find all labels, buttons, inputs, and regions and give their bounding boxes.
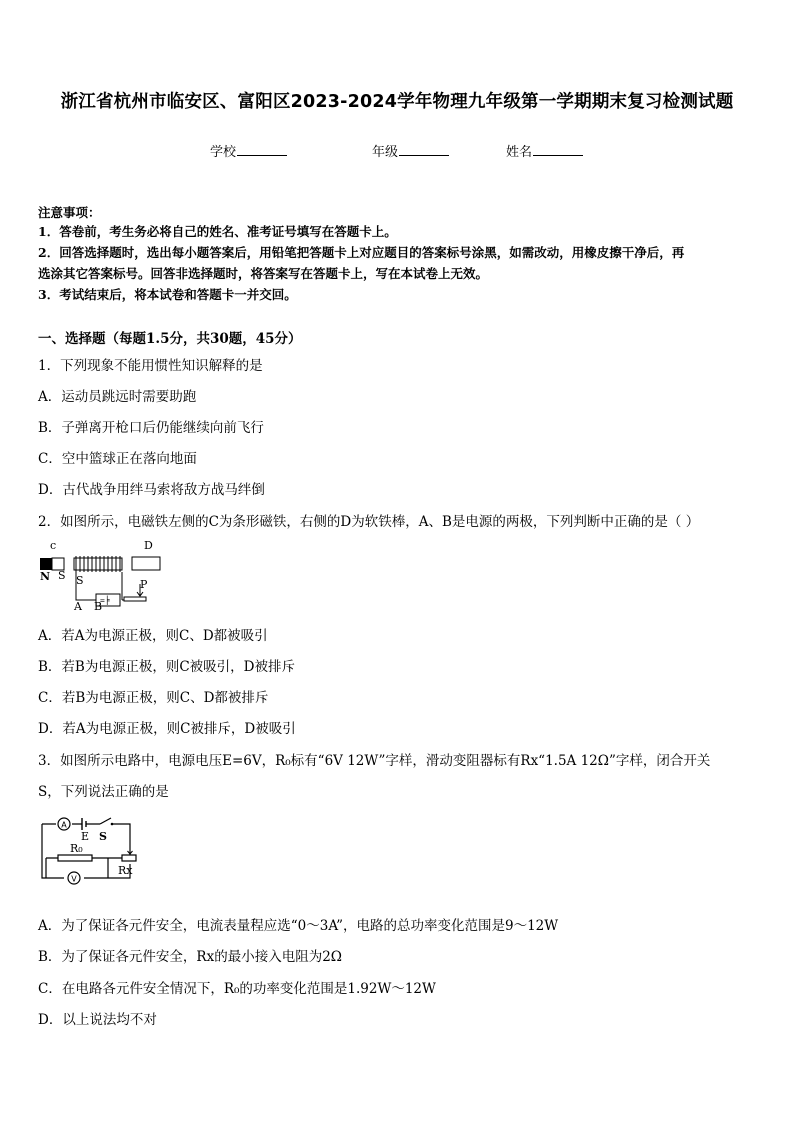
resistor-r0 bbox=[58, 855, 92, 861]
grade-label: 年级 bbox=[372, 145, 399, 160]
q2-option-d[interactable]: D．若A为电源正极，则C被排斥，D被吸引 bbox=[38, 721, 296, 737]
school-label: 学校 bbox=[210, 145, 237, 160]
rheostat-rx bbox=[122, 855, 136, 861]
label-e: E bbox=[81, 830, 90, 843]
electromagnet-figure bbox=[36, 538, 166, 612]
name-field bbox=[506, 141, 583, 160]
name-blank[interactable] bbox=[533, 143, 583, 156]
q3-stem-line1: 3．如图所示电路中，电源电压E=6V，R₀标有“6V 12W”字样，滑动变阻器标有Rx“1.5A 12Ω”字样，闭合开关 bbox=[38, 753, 711, 769]
rheostat bbox=[124, 597, 146, 601]
switch-contact bbox=[111, 823, 114, 826]
label-d: D bbox=[144, 539, 153, 552]
q3-option-a[interactable]: A．为了保证各元件安全，电流表量程应选“0～3A”，电路的总功率变化范围是9～12W bbox=[38, 918, 559, 934]
label-n: N bbox=[40, 570, 51, 583]
q1-option-d[interactable]: D．古代战争用绊马索将敌方战马绊倒 bbox=[38, 482, 265, 498]
voltmeter-label: V bbox=[71, 874, 77, 884]
school-field bbox=[210, 141, 287, 160]
battery-icon bbox=[82, 818, 86, 830]
q3-stem-line2: S，下列说法正确的是 bbox=[38, 784, 169, 800]
school-blank[interactable] bbox=[237, 143, 287, 156]
label-r0: R₀ bbox=[70, 842, 83, 855]
notice-item-1: 1．答卷前，考生务必将自己的姓名、准考证号填写在答题卡上。 bbox=[38, 224, 397, 239]
q3-option-d[interactable]: D．以上说法均不对 bbox=[38, 1012, 157, 1028]
q3-option-c[interactable]: C．在电路各元件安全情况下，R₀的功率变化范围是1.92W～12W bbox=[38, 981, 436, 997]
notice-item-3: 3．考试结束后，将本试卷和答题卡一并交回。 bbox=[38, 287, 297, 302]
ammeter-label: A bbox=[61, 820, 67, 830]
label-c: c bbox=[50, 539, 57, 552]
q2-stem: 2．如图所示，电磁铁左侧的C为条形磁铁，右侧的D为软铁棒，A、B是电源的两极，下列判断中正确的是（ ） bbox=[38, 514, 700, 530]
switch-icon bbox=[100, 818, 111, 824]
label-s-coil: S bbox=[76, 574, 84, 587]
q2-option-c[interactable]: C．若B为电源正极，则C、D都被排斥 bbox=[38, 690, 269, 706]
notice-item-2: 2．回答选择题时，选出每小题答案后，用铅笔把答题卡上对应题目的答案标号涂黑，如需改动，用橡皮擦干净后，再 bbox=[38, 245, 685, 260]
label-s-magnet: S bbox=[58, 569, 66, 582]
label-a: A bbox=[74, 600, 82, 612]
label-s-switch: S bbox=[99, 830, 107, 843]
grade-field bbox=[372, 141, 449, 160]
magnet-n-pole bbox=[40, 558, 52, 570]
q3-option-b[interactable]: B．为了保证各元件安全，Rx的最小接入电阻为2Ω bbox=[38, 949, 342, 965]
grade-blank[interactable] bbox=[399, 143, 449, 156]
label-p: P bbox=[140, 578, 148, 591]
electromagnet-core bbox=[74, 558, 122, 570]
q1-option-a[interactable]: A．运动员跳远时需要助跑 bbox=[38, 389, 197, 405]
rx-slider-icon bbox=[128, 846, 133, 854]
q1-option-c[interactable]: C．空中篮球正在落向地面 bbox=[38, 451, 197, 467]
q2-option-a[interactable]: A．若A为电源正极，则C、D都被吸引 bbox=[38, 628, 268, 644]
circuit-figure bbox=[38, 812, 138, 894]
q2-option-b[interactable]: B．若B为电源正极，则C被吸引，D被排斥 bbox=[38, 659, 295, 675]
power-source-symbol: =╞ bbox=[100, 596, 110, 605]
notice-item-2-cont: 选涂其它答案标号。回答非选择题时，将答案写在答题卡上，写在本试卷上无效。 bbox=[38, 266, 489, 281]
exam-title: 浙江省杭州市临安区、富阳区2023-2024学年物理九年级第一学期期末复习检测试题 bbox=[60, 92, 734, 112]
q1-option-b[interactable]: B．子弹离开枪口后仍能继续向前飞行 bbox=[38, 420, 264, 436]
section-heading: 一、选择题（每题1.5分，共30题，45分） bbox=[38, 331, 302, 347]
label-rx: Rx bbox=[118, 864, 133, 877]
notice-title: 注意事项： bbox=[38, 205, 101, 220]
name-label: 姓名 bbox=[506, 145, 533, 160]
q1-stem: 1．下列现象不能用惯性知识解释的是 bbox=[38, 358, 263, 374]
soft-iron-rod bbox=[132, 557, 160, 570]
label-b: B bbox=[94, 600, 103, 612]
